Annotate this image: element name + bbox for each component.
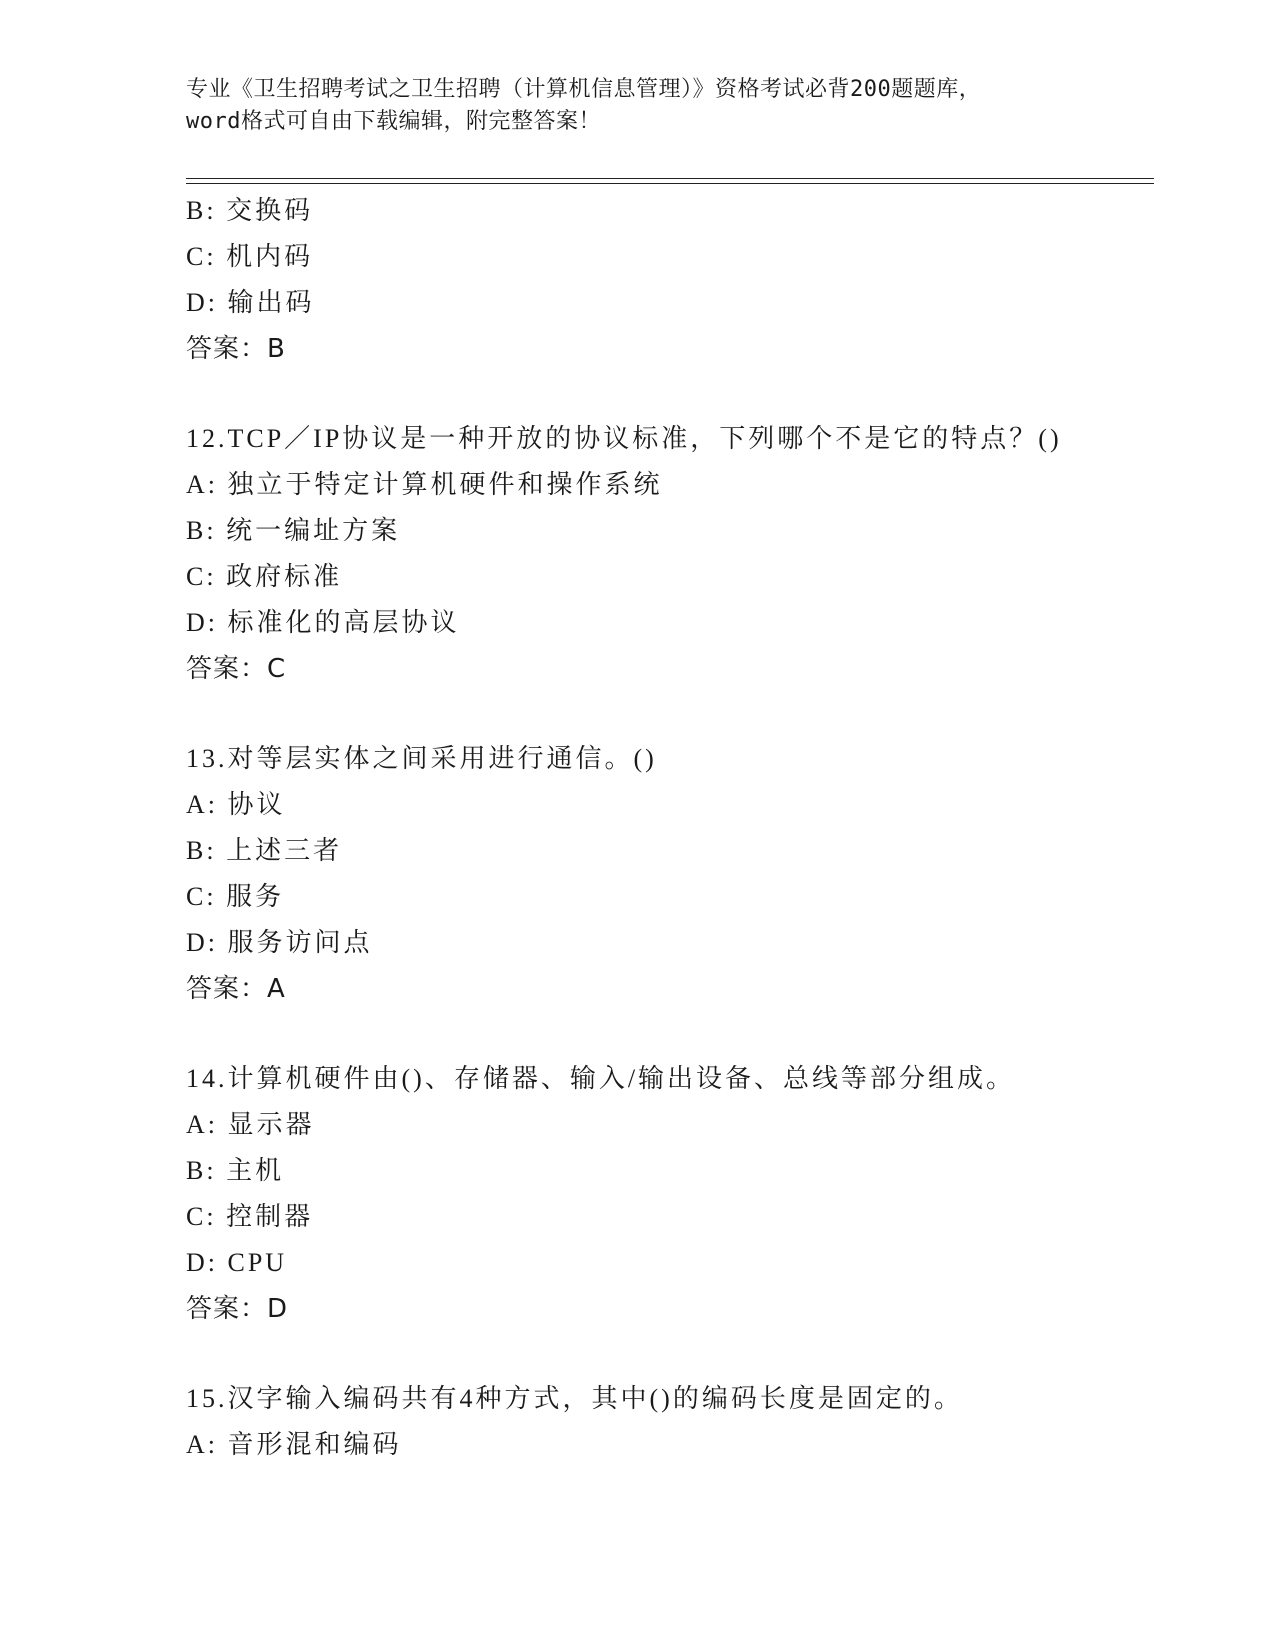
option-d: D: 标准化的高层协议: [186, 608, 460, 637]
option-a: A: 独立于特定计算机硬件和操作系统: [186, 470, 663, 499]
answer-line: 答案：B: [186, 334, 286, 364]
answer-line: 答案：D: [186, 1294, 289, 1324]
option-a: A: 音形混和编码: [186, 1430, 402, 1459]
question-stem: 14.计算机硬件由()、存储器、输入/输出设备、总线等部分组成。: [186, 1064, 1016, 1093]
option-c: C: 服务: [186, 882, 285, 911]
option-c: C: 机内码: [186, 242, 314, 271]
question-stem: 13.对等层实体之间采用进行通信。(): [186, 744, 657, 773]
option-c: C: 控制器: [186, 1202, 314, 1231]
question-list: [186, 188, 1146, 1468]
option-d: D: 服务访问点: [186, 928, 373, 957]
document-header: [186, 74, 1086, 138]
option-a: A: 显示器: [186, 1110, 315, 1139]
option-b: B: 统一编址方案: [186, 516, 401, 545]
answer-line: 答案：C: [186, 654, 287, 684]
question-stem: 12.TCP／IP协议是一种开放的协议标准，下列哪个不是它的特点？(): [186, 424, 1062, 453]
question-block-12: [186, 416, 1146, 692]
option-b: B: 主机: [186, 1156, 285, 1185]
option-d: D: 输出码: [186, 288, 315, 317]
header-title-line-2: word格式可自由下载编辑，附完整答案！: [186, 109, 601, 134]
answer-line: 答案：A: [186, 974, 286, 1004]
question-block-14: [186, 1056, 1146, 1332]
option-c: C: 政府标准: [186, 562, 343, 591]
question-block-11-fragment: [186, 188, 1146, 372]
option-a: A: 协议: [186, 790, 286, 819]
option-b: B: 交换码: [186, 196, 314, 225]
question-stem: 15.汉字输入编码共有4种方式，其中()的编码长度是固定的。: [186, 1384, 963, 1413]
question-block-15: [186, 1376, 1146, 1468]
header-divider-top: [186, 178, 1154, 179]
option-d: D: CPU: [186, 1248, 288, 1277]
option-b: B: 上述三者: [186, 836, 343, 865]
question-block-13: [186, 736, 1146, 1012]
header-title-line-1: 专业《卫生招聘考试之卫生招聘（计算机信息管理）》资格考试必背200题题库，: [186, 77, 982, 102]
header-divider-bottom: [186, 183, 1154, 184]
